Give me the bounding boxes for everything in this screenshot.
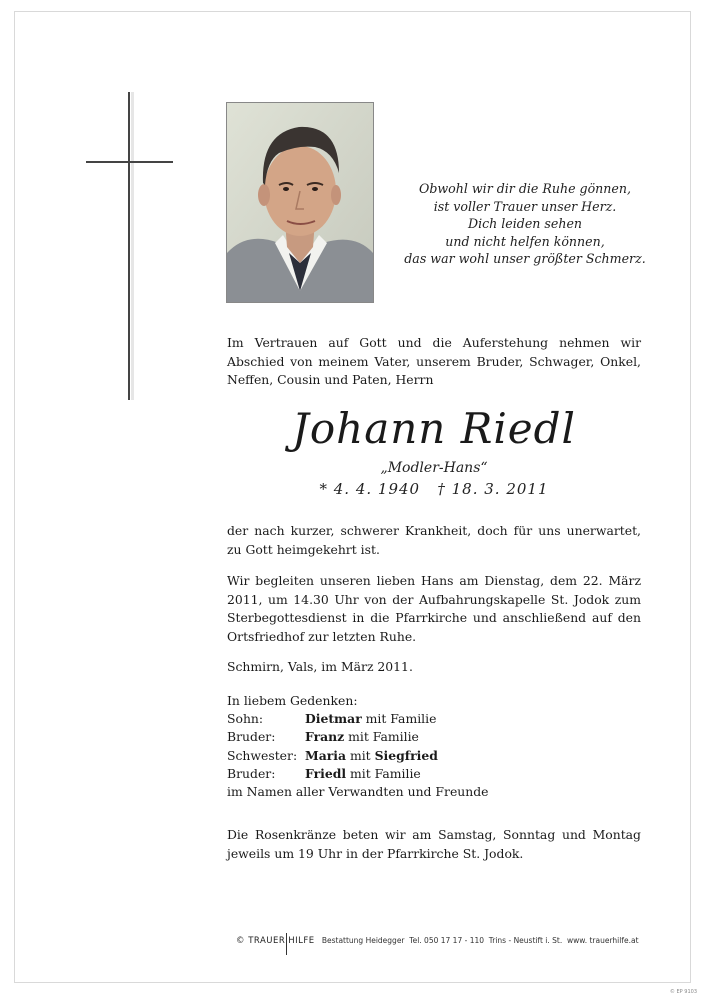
poem	[380, 180, 670, 268]
life-dates: * 4. 4. 1940 † 18. 3. 2011	[319, 480, 549, 498]
poem-line: Obwohl wir dir die Ruhe gönnen,	[419, 181, 631, 196]
mourner-name: Friedl	[305, 765, 347, 781]
print-code: © EP 9103	[669, 989, 697, 995]
mourner-row	[227, 765, 641, 783]
cross-icon-bar	[86, 161, 173, 163]
place-date: Schmirn, Vals, im März 2011.	[227, 659, 413, 674]
mourner-partner: Siegfried	[374, 747, 438, 763]
mourner-rest: mit Familie	[346, 765, 421, 781]
footer	[236, 936, 639, 958]
deceased-name: Johann Riedl	[292, 404, 576, 453]
mourners-heading: In liebem Gedenken:	[227, 693, 358, 708]
mourner-name: Maria	[305, 747, 347, 763]
mourner-name: Franz	[305, 729, 345, 745]
trauerhilfe-logo	[236, 936, 315, 946]
mourner-relation: Schwester:	[227, 747, 298, 763]
deceased-nickname: „Modler-Hans“	[380, 460, 488, 476]
intro-paragraph: Im Vertrauen auf Gott und die Auferstehung nehmen wir Abschied von meinem Vater, unserem Bruder, Schwager, Onkel, Neffen, Cousin und Paten, Herrn	[227, 335, 641, 387]
mourner-relation: Bruder:	[227, 729, 276, 745]
mourner-row	[227, 710, 641, 728]
portrait-image	[227, 103, 373, 302]
mourners-list	[227, 692, 641, 801]
mourner-rest: mit Familie	[344, 729, 419, 745]
funeral-paragraph: Wir begleiten unseren lieben Hans am Dienstag, dem 22. März 2011, um 14.30 Uhr von der Aufbahrungskapelle St. Jodok zum Sterbegottesdienst in die Pfarrkirche und anschließend auf den Ortsfriedhof zur letzten Ruhe.	[227, 573, 641, 644]
poem-line: das war wohl unser größter Schmerz.	[404, 251, 646, 266]
death-paragraph: der nach kurzer, schwerer Krankheit, doch für uns unerwartet, zu Gott heimgekehrt ist.	[227, 523, 641, 557]
poem-line: ist voller Trauer unser Herz.	[433, 198, 617, 214]
poem-line: Dich leiden sehen	[467, 216, 583, 231]
portrait-photo	[226, 102, 374, 303]
mourner-relation: Sohn:	[227, 711, 264, 727]
logo-left: © TRAUER	[236, 936, 286, 946]
footer-text: Bestattung Heidegger Tel. 050 17 17 - 110 Trins - Neustift i. St. www. trauerhilfe.at	[321, 936, 639, 945]
mourner-name: Dietmar	[305, 711, 362, 727]
mourner-rest: mit Familie	[361, 711, 437, 727]
cross-shadow	[131, 92, 134, 400]
mourner-row	[227, 728, 641, 746]
mourners-closing: im Namen aller Verwandten und Freunde	[227, 784, 489, 800]
cross-icon	[128, 92, 130, 400]
mourner-row	[227, 747, 641, 765]
mourner-relation: Bruder:	[227, 765, 276, 781]
logo-right: HILFE	[288, 936, 315, 946]
logo-bar	[286, 933, 287, 955]
poem-line: und nicht helfen können,	[445, 233, 605, 249]
rosary-paragraph: Die Rosenkränze beten wir am Samstag, Sonntag und Montag jeweils um 19 Uhr in der Pfarrkirche St. Jodok.	[227, 827, 641, 861]
mourner-rest: mit	[346, 747, 375, 763]
